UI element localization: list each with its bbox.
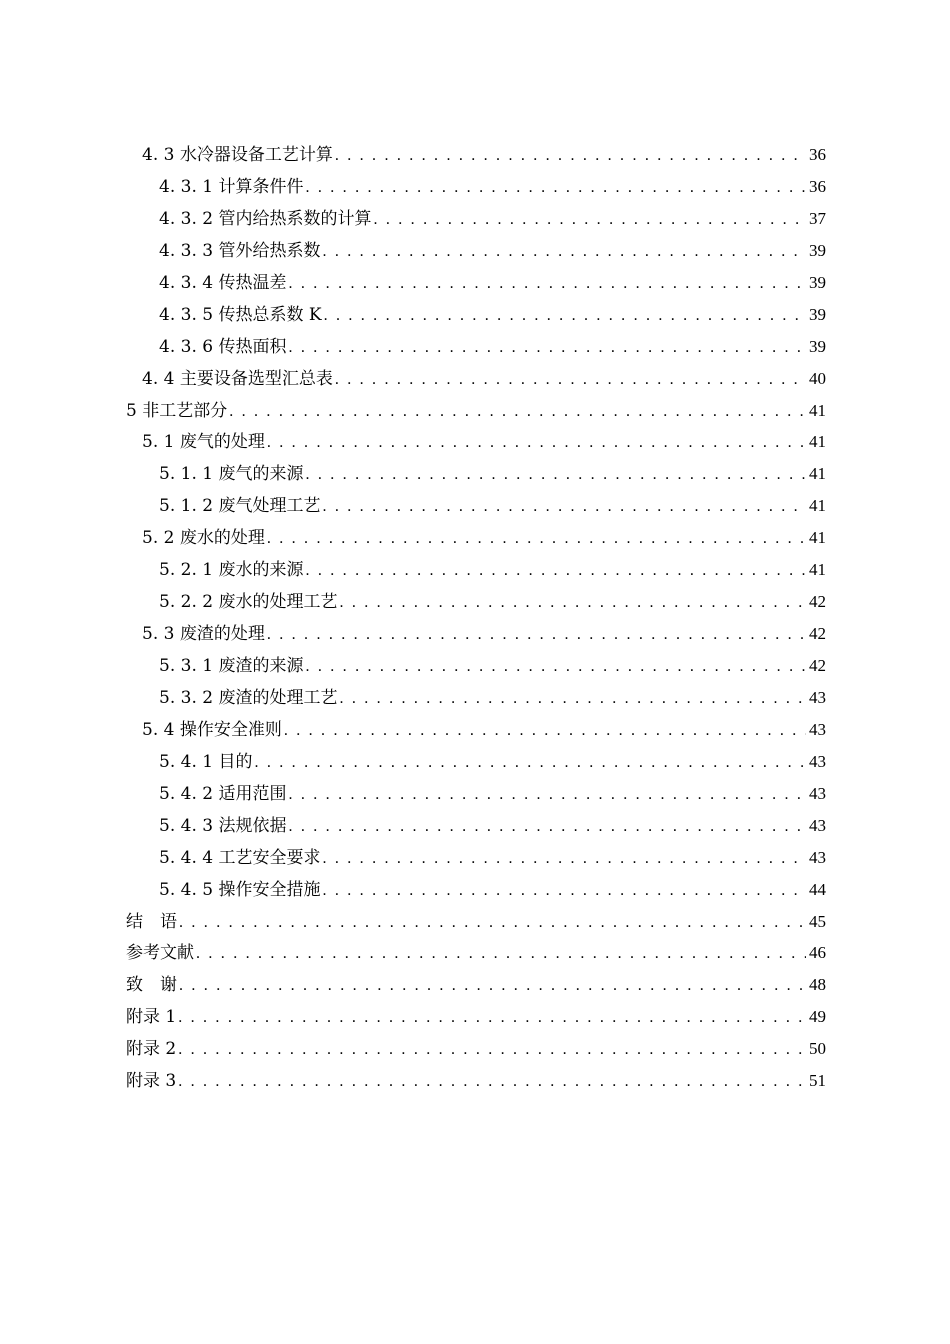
toc-entry-page-number: 46 — [809, 943, 826, 963]
toc-dot-leader — [267, 427, 806, 459]
toc-entry[interactable] — [126, 490, 826, 522]
toc-entry-label: 附录 2 — [126, 1039, 177, 1060]
toc-entry[interactable] — [126, 618, 826, 650]
toc-entry-label: 5. 4. 4 工艺安全要求 — [159, 847, 321, 868]
toc-entry-page-number: 50 — [809, 1039, 826, 1059]
toc-entry[interactable] — [126, 554, 826, 586]
toc-entry[interactable] — [126, 969, 826, 1001]
toc-entry[interactable] — [126, 937, 826, 969]
toc-entry-page-number: 43 — [809, 783, 826, 803]
toc-entry-label: 5. 4. 5 操作安全措施 — [159, 879, 321, 900]
toc-entry-label: 4. 4 主要设备选型汇总表 — [142, 368, 333, 389]
toc-entry-label: 5. 4. 3 法规依据 — [159, 815, 287, 836]
toc-entry[interactable] — [126, 235, 826, 267]
toc-entry[interactable] — [126, 778, 826, 810]
toc-dot-leader — [178, 1066, 806, 1098]
toc-entry-label: 4. 3. 3 管外给热系数 — [159, 240, 321, 261]
toc-entry-label: 5. 1. 2 废气处理工艺 — [159, 496, 321, 517]
toc-entry-page-number: 37 — [809, 208, 826, 228]
toc-dot-leader — [322, 843, 806, 875]
toc-dot-leader — [305, 172, 806, 204]
toc-dot-leader — [324, 300, 806, 332]
toc-entry-label: 5 非工艺部分 — [126, 400, 228, 421]
toc-entry-label: 5. 4. 2 适用范围 — [159, 783, 287, 804]
toc-entry[interactable] — [126, 1033, 826, 1065]
toc-entry-page-number: 41 — [809, 528, 826, 548]
toc-entry-page-number: 48 — [809, 975, 826, 995]
toc-entry-page-number: 44 — [809, 879, 826, 899]
toc-entry[interactable] — [126, 746, 826, 778]
toc-entry-page-number: 39 — [809, 336, 826, 356]
toc-entry[interactable] — [126, 586, 826, 618]
toc-entry-label: 附录 3 — [126, 1071, 177, 1092]
toc-dot-leader — [305, 651, 806, 683]
toc-entry-page-number: 41 — [809, 496, 826, 516]
toc-entry[interactable] — [126, 363, 826, 395]
toc-entry-page-number: 41 — [809, 560, 826, 580]
toc-dot-leader — [322, 236, 806, 268]
toc-entry-label: 5. 2. 2 废水的处理工艺 — [159, 592, 338, 613]
toc-entry-label: 参考文献 — [126, 943, 194, 964]
toc-entry[interactable] — [126, 650, 826, 682]
toc-entry[interactable] — [126, 1065, 826, 1097]
toc-entry[interactable] — [126, 906, 826, 938]
toc-entry-page-number: 41 — [809, 464, 826, 484]
toc-entry[interactable] — [126, 874, 826, 906]
toc-dot-leader — [196, 938, 806, 970]
toc-dot-leader — [322, 875, 806, 907]
table-of-contents — [126, 139, 826, 1097]
toc-dot-leader — [284, 715, 806, 747]
toc-entry-page-number: 36 — [809, 145, 826, 164]
toc-entry-label: 5. 1. 1 废气的来源 — [159, 464, 304, 485]
toc-entry[interactable] — [126, 139, 826, 171]
toc-entry-label: 4. 3. 2 管内给热系数的计算 — [159, 208, 372, 229]
toc-dot-leader — [288, 779, 806, 811]
toc-dot-leader — [288, 332, 806, 364]
toc-entry-label: 5. 2 废水的处理 — [142, 528, 265, 549]
toc-entry-label: 4. 3. 5 传热总系数 K — [159, 304, 322, 325]
toc-entry-label: 4. 3 水冷器设备工艺计算 — [142, 145, 333, 165]
toc-entry[interactable] — [126, 395, 826, 427]
toc-entry-page-number: 43 — [809, 751, 826, 771]
toc-entry-label: 5. 1 废气的处理 — [142, 432, 265, 453]
toc-dot-leader — [254, 747, 806, 779]
toc-entry-page-number: 43 — [809, 847, 826, 867]
toc-entry-page-number: 43 — [809, 687, 826, 707]
toc-dot-leader — [305, 459, 806, 491]
toc-entry-page-number: 51 — [809, 1071, 826, 1091]
toc-dot-leader — [288, 811, 806, 843]
toc-dot-leader — [335, 364, 806, 396]
toc-entry[interactable] — [126, 331, 826, 363]
toc-entry-page-number: 41 — [809, 432, 826, 452]
toc-entry-page-number: 43 — [809, 719, 826, 739]
toc-entry[interactable] — [126, 267, 826, 299]
toc-entry[interactable] — [126, 842, 826, 874]
toc-entry-page-number: 45 — [809, 911, 826, 931]
toc-dot-leader — [179, 907, 806, 939]
toc-entry[interactable] — [126, 714, 826, 746]
toc-entry[interactable] — [126, 426, 826, 458]
toc-dot-leader — [267, 619, 806, 651]
toc-entry-label: 5. 2. 1 废水的来源 — [159, 560, 304, 581]
toc-entry-page-number: 42 — [809, 656, 826, 675]
toc-entry-page-number: 41 — [809, 400, 826, 420]
toc-entry[interactable] — [126, 1001, 826, 1033]
toc-dot-leader — [322, 491, 806, 523]
toc-entry[interactable] — [126, 171, 826, 203]
toc-entry[interactable] — [126, 810, 826, 842]
toc-entry-label: 致 谢 — [126, 975, 177, 996]
toc-dot-leader — [178, 1034, 806, 1066]
toc-entry-label: 5. 4 操作安全准则 — [142, 719, 282, 740]
toc-entry[interactable] — [126, 203, 826, 235]
toc-entry-page-number: 39 — [809, 240, 826, 260]
toc-dot-leader — [267, 523, 806, 555]
toc-dot-leader — [335, 140, 806, 172]
toc-entry-label: 4. 3. 6 传热面积 — [159, 336, 287, 357]
toc-dot-leader — [178, 1002, 806, 1034]
toc-entry-label: 5. 3. 1 废渣的来源 — [159, 656, 304, 676]
toc-dot-leader — [373, 204, 806, 236]
toc-entry-label: 5. 3. 2 废渣的处理工艺 — [159, 687, 338, 708]
toc-entry-label: 4. 3. 1 计算条件件 — [159, 176, 304, 197]
toc-entry[interactable] — [126, 458, 826, 490]
toc-dot-leader — [288, 268, 806, 300]
toc-entry-page-number: 49 — [809, 1007, 826, 1027]
toc-entry-page-number: 42 — [809, 592, 826, 612]
toc-entry-page-number: 42 — [809, 624, 826, 644]
toc-dot-leader — [229, 396, 806, 428]
toc-dot-leader — [339, 683, 806, 715]
toc-entry-page-number: 39 — [809, 304, 826, 324]
toc-dot-leader — [339, 587, 806, 619]
toc-entry-page-number: 36 — [809, 176, 826, 196]
toc-entry[interactable] — [126, 522, 826, 554]
toc-dot-leader — [179, 970, 806, 1002]
toc-entry-label: 结 语 — [126, 911, 177, 932]
toc-entry-label: 4. 3. 4 传热温差 — [159, 272, 287, 293]
toc-entry-page-number: 43 — [809, 815, 826, 835]
toc-dot-leader — [305, 555, 806, 587]
toc-entry-page-number: 39 — [809, 272, 826, 292]
toc-entry-label: 5. 4. 1 目的 — [159, 751, 253, 772]
toc-entry[interactable] — [126, 299, 826, 331]
toc-entry-label: 附录 1 — [126, 1007, 177, 1028]
toc-entry-label: 5. 3 废渣的处理 — [142, 624, 265, 645]
toc-entry-page-number: 40 — [809, 368, 826, 388]
toc-entry[interactable] — [126, 682, 826, 714]
